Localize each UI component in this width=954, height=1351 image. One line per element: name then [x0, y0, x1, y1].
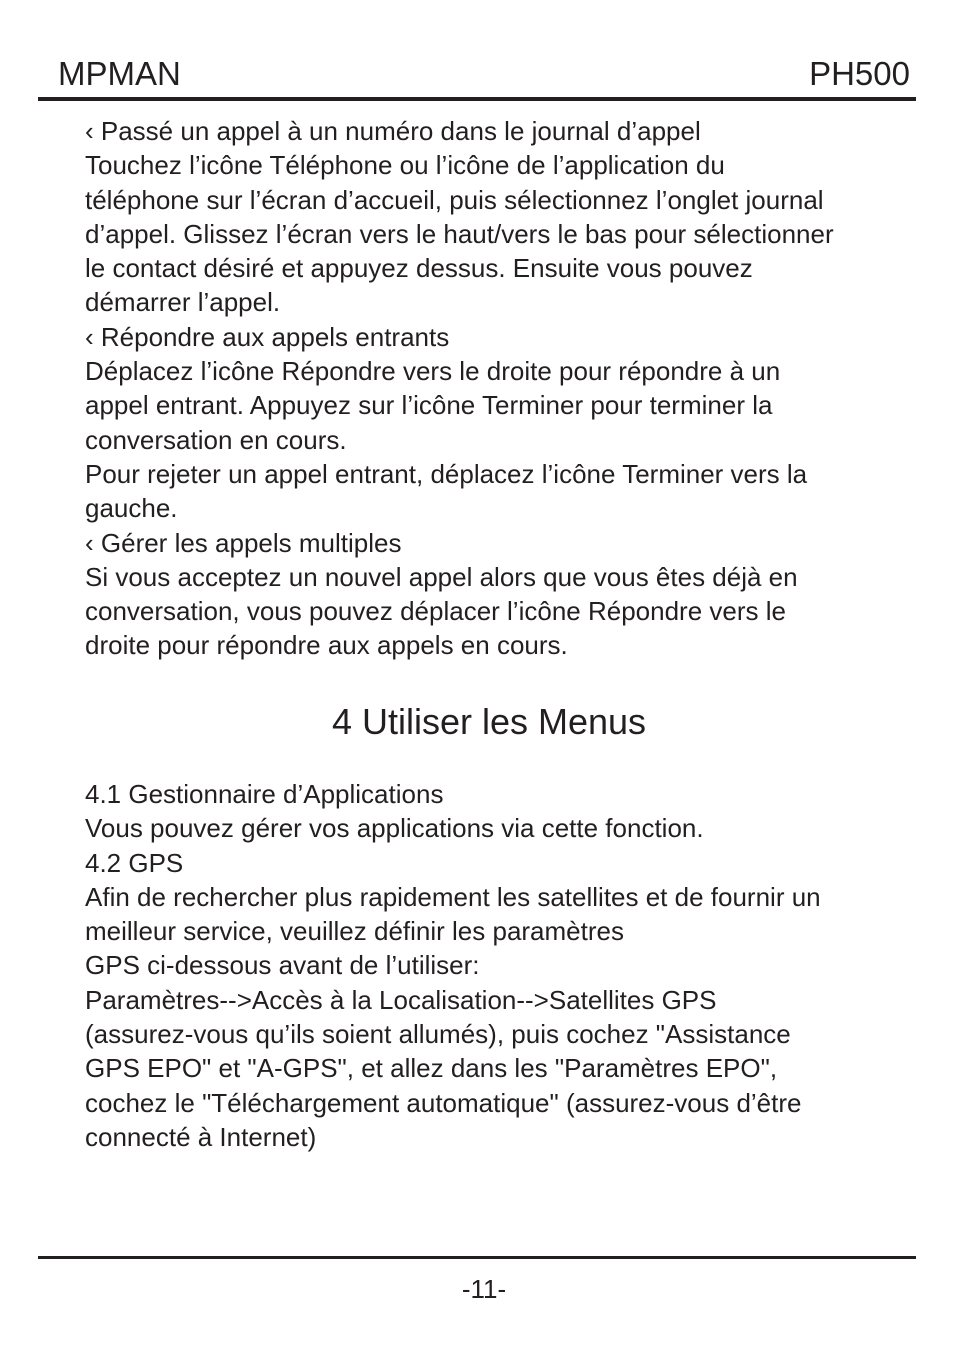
text-line: ‹ Répondre aux appels entrants	[85, 321, 450, 352]
text-line: GPS ci-dessous avant de l’utiliser:	[85, 950, 480, 981]
text-line: conversation, vous pouvez déplacer l’icône Répondre vers le	[85, 596, 786, 627]
text-line: démarrer l’appel.	[85, 287, 281, 318]
text-line: (assurez-vous qu’ils soient allumés), puis cochez "Assistance	[85, 1019, 791, 1050]
text-line: Vous pouvez gérer vos applications via cette fonction.	[85, 813, 704, 844]
text-line: Touchez l’icône Téléphone ou l’icône de l’application du	[85, 150, 725, 181]
text-line: Paramètres-->Accès à la Localisation-->Satellites GPS	[85, 984, 717, 1015]
brand-name: MPMAN	[58, 55, 181, 92]
text-line: Si vous acceptez un nouvel appel alors que vous êtes déjà en	[85, 561, 798, 592]
text-line: appel entrant. Appuyez sur l’icône Terminer pour terminer la	[85, 390, 773, 421]
text-line: 4.1 Gestionnaire d’Applications	[85, 779, 444, 809]
text-line: téléphone sur l’écran d’accueil, puis sélectionnez l’onglet journal	[85, 184, 824, 215]
text-line: meilleur service, veuillez définir les paramètres	[85, 916, 624, 947]
chapter-title: 4 Utiliser les Menus	[331, 701, 647, 742]
text-line: ‹ Gérer les appels multiples	[85, 527, 402, 558]
text-line: gauche.	[85, 493, 178, 524]
text-line: 4.2 GPS	[85, 847, 184, 878]
text-line: d’appel. Glissez l’écran vers le haut/vers le bas pour sélectionner	[85, 218, 834, 249]
text-line: conversation en cours.	[85, 424, 347, 455]
text-line: cochez le "Téléchargement automatique" (assurez-vous d’être	[85, 1087, 802, 1118]
menus-section	[85, 777, 905, 1154]
model-name: PH500	[809, 55, 910, 92]
text-line: GPS EPO" et "A-GPS", et allez dans les "Paramètres EPO",	[85, 1053, 778, 1084]
text-line: ‹ Passé un appel à un numéro dans le journal d’appel	[85, 116, 701, 146]
text-line: Pour rejeter un appel entrant, déplacez l’icône Terminer vers la	[85, 458, 808, 489]
text-line: connecté à Internet)	[85, 1121, 317, 1152]
text-line: Déplacez l’icône Répondre vers le droite pour répondre à un	[85, 356, 781, 387]
text-line: le contact désiré et appuyez dessus. Ensuite vous pouvez	[85, 253, 753, 284]
text-line: droite pour répondre aux appels en cours.	[85, 630, 568, 661]
page-header	[40, 52, 912, 96]
calls-section	[85, 114, 905, 663]
footer-divider	[38, 1256, 916, 1259]
header-divider	[38, 97, 916, 101]
text-line: Afin de rechercher plus rapidement les satellites et de fournir un	[85, 881, 821, 912]
page-number: -11-	[461, 1274, 507, 1304]
